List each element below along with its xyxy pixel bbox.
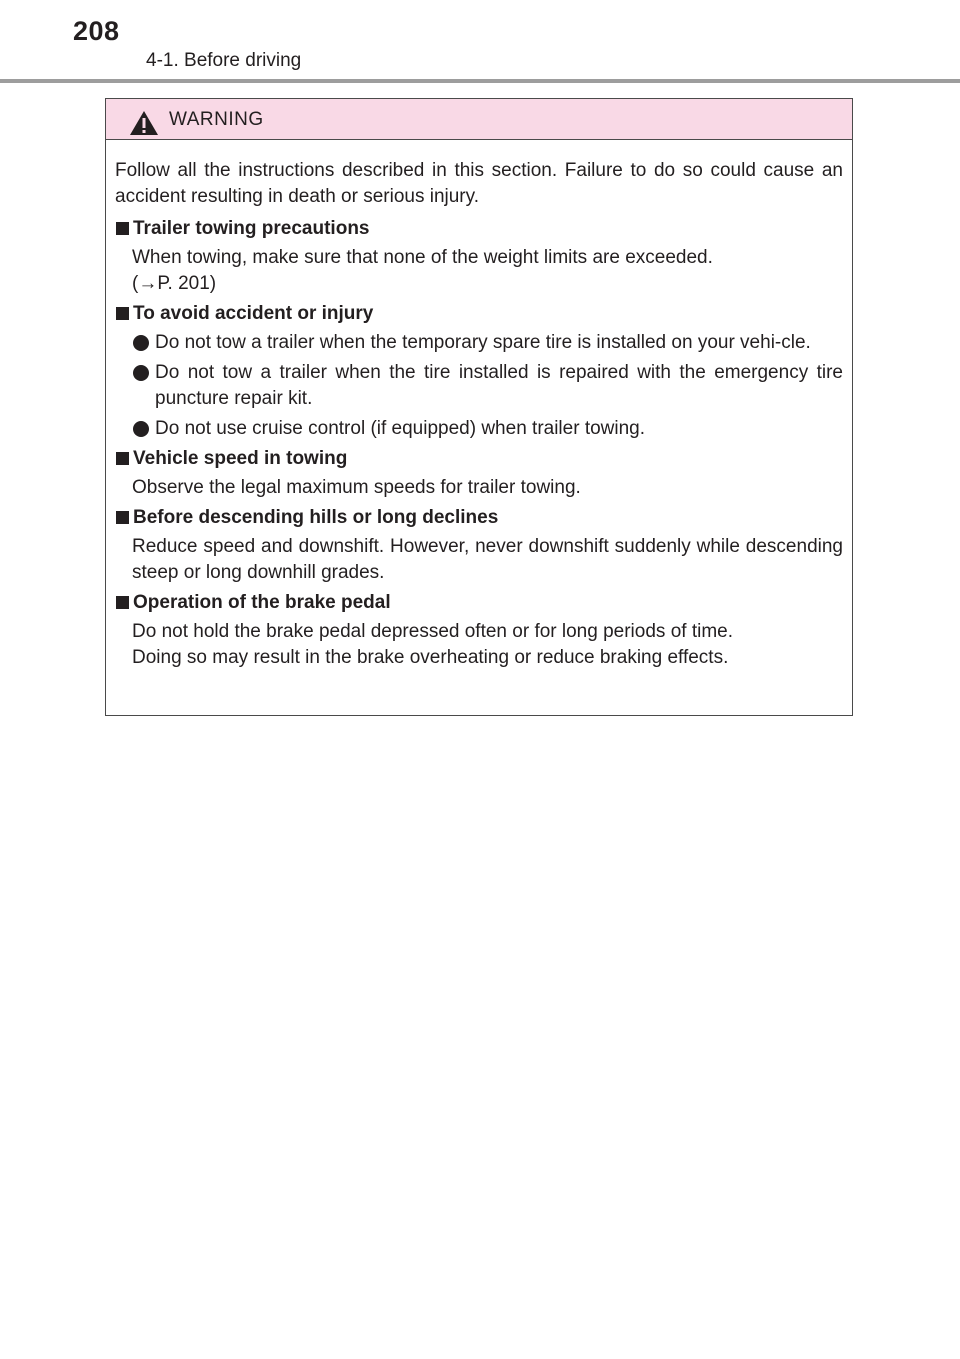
- section-operation-of-brake-pedal: [115, 590, 843, 671]
- warning-header: [106, 99, 852, 140]
- square-bullet-icon: [116, 307, 129, 320]
- warning-triangle-icon: [129, 110, 159, 136]
- list-item: Do not tow a trailer when the temporary spare tire is installed on your vehi-cle.: [115, 330, 843, 356]
- round-bullet-icon: [133, 365, 149, 381]
- section-text: Doing so may result in the brake overheating or reduce braking effects.: [132, 647, 729, 668]
- round-bullet-icon: [133, 335, 149, 351]
- section-avoid-accident-or-injury: [115, 301, 843, 442]
- section-vehicle-speed-in-towing: [115, 446, 843, 501]
- square-bullet-icon: [116, 222, 129, 235]
- section-text: Do not hold the brake pedal depressed often or for long periods of time.: [132, 621, 733, 642]
- page-header: [0, 0, 960, 84]
- section-heading: Operation of the brake pedal: [115, 590, 843, 616]
- section-text: Reduce speed and downshift. However, never downshift suddenly while descending steep or long downhill grades.: [132, 536, 843, 583]
- list-item: Do not use cruise control (if equipped) when trailer towing.: [115, 416, 843, 442]
- header-rule: [0, 79, 960, 83]
- section-title: 4-1. Before driving: [146, 50, 302, 71]
- warning-box: [105, 98, 853, 716]
- section-heading: Vehicle speed in towing: [115, 446, 843, 472]
- section-trailer-towing-precautions: [115, 216, 843, 297]
- warning-body: [106, 140, 852, 671]
- section-heading: Before descending hills or long declines: [115, 505, 843, 531]
- list-item: Do not tow a trailer when the tire installed is repaired with the emergency tire puncture repair kit.: [115, 360, 843, 412]
- round-bullet-icon: [133, 421, 149, 437]
- warning-intro: Follow all the instructions described in this section. Failure to do so could cause an accident resulting in death or serious injury.: [115, 160, 843, 207]
- square-bullet-icon: [116, 511, 129, 524]
- square-bullet-icon: [116, 452, 129, 465]
- section-text: When towing, make sure that none of the weight limits are exceeded.: [132, 247, 713, 268]
- section-heading: To avoid accident or injury: [115, 301, 843, 327]
- section-text: Observe the legal maximum speeds for trailer towing.: [132, 477, 581, 498]
- page-number: 208: [73, 16, 120, 46]
- section-heading: Trailer towing precautions: [115, 216, 843, 242]
- warning-label: WARNING: [169, 109, 264, 130]
- page-reference: (→P. 201): [132, 273, 217, 294]
- section-before-descending-hills: [115, 505, 843, 586]
- square-bullet-icon: [116, 596, 129, 609]
